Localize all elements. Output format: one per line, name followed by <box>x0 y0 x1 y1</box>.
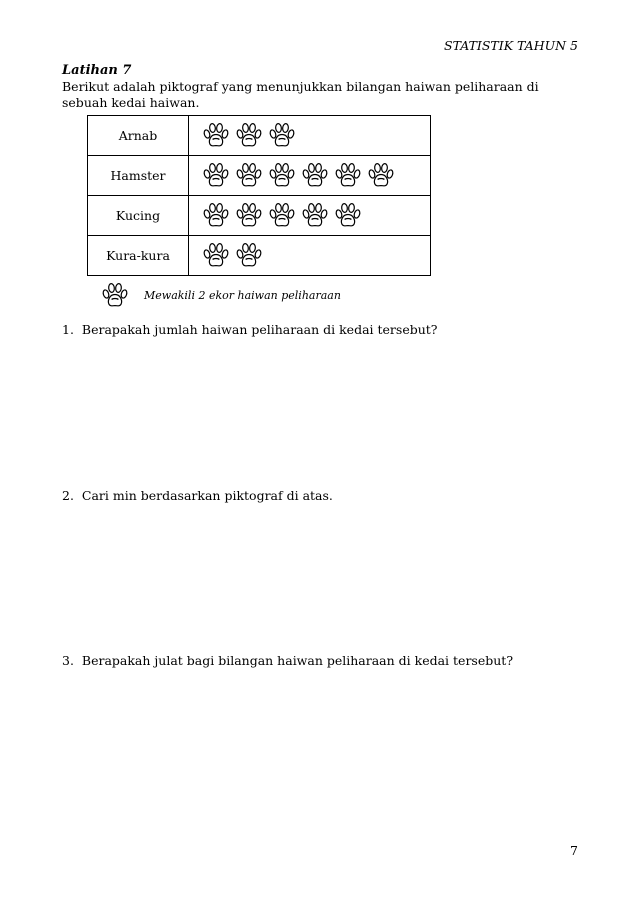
legend-text: Mewakili 2 ekor haiwan peliharaan <box>144 288 341 302</box>
paw-print-icon <box>236 162 262 189</box>
pictograph-row <box>88 116 431 156</box>
paw-print-icon <box>203 202 229 229</box>
question-1 <box>62 322 438 337</box>
paw-print-icon <box>368 162 394 189</box>
paw-print-icon <box>203 162 229 189</box>
row-label: Kucing <box>88 196 189 236</box>
exercise-intro <box>62 79 562 111</box>
question-text: Cari min berdasarkan piktograf di atas. <box>81 488 333 503</box>
intro-line-2: sebuah kedai haiwan. <box>62 95 200 110</box>
paw-print-icon <box>102 282 128 309</box>
row-icons <box>189 116 431 156</box>
page-number: 7 <box>570 843 578 858</box>
question-text: Berapakah julat bagi bilangan haiwan peliharaan di kedai tersebut? <box>81 653 514 668</box>
paw-print-icon <box>236 242 262 269</box>
pictograph-row <box>88 236 431 276</box>
paw-print-icon <box>269 122 295 149</box>
paw-print-icon <box>236 202 262 229</box>
paw-print-icon <box>335 162 361 189</box>
paw-print-icon <box>269 162 295 189</box>
row-label: Kura-kura <box>88 236 189 276</box>
paw-print-icon <box>203 242 229 269</box>
row-icons <box>189 236 431 276</box>
pictograph-row <box>88 156 431 196</box>
row-label: Arnab <box>88 116 189 156</box>
question-number: 2. <box>62 488 74 503</box>
pictograph-row <box>88 196 431 236</box>
exercise-title: Latihan 7 <box>62 63 132 78</box>
row-label: Hamster <box>88 156 189 196</box>
pictograph-table <box>87 115 431 276</box>
paw-print-icon <box>236 122 262 149</box>
intro-line-1: Berikut adalah piktograf yang menunjukkan bilangan haiwan peliharaan di <box>62 79 539 94</box>
paw-print-icon <box>302 162 328 189</box>
question-text: Berapakah jumlah haiwan peliharaan di kedai tersebut? <box>81 322 438 337</box>
paw-print-icon <box>335 202 361 229</box>
paw-print-icon <box>302 202 328 229</box>
question-3 <box>62 653 513 668</box>
row-icons <box>189 196 431 236</box>
legend-icon-slot <box>102 282 144 309</box>
question-number: 3. <box>62 653 74 668</box>
paw-print-icon <box>269 202 295 229</box>
question-2 <box>62 488 333 503</box>
page-header-title: STATISTIK TAHUN 5 <box>444 38 578 53</box>
pictograph-legend <box>102 281 341 309</box>
row-icons <box>189 156 431 196</box>
question-number: 1. <box>62 322 74 337</box>
paw-print-icon <box>203 122 229 149</box>
